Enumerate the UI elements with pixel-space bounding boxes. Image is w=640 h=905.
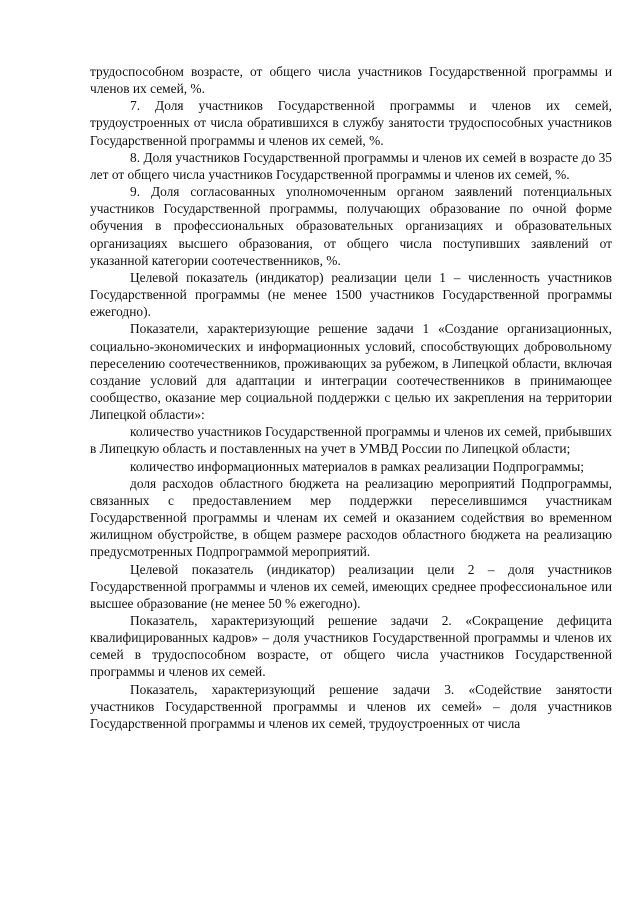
document-page: [90, 63, 612, 732]
paragraph-goal-2-target: Целевой показатель (индикатор) реализации цели 2 – доля участников Государственной программы и членов их семей, имеющих среднее профессиональное или высшее образование (не менее 50 % ежегодно).: [90, 561, 612, 611]
paragraph-indicator-7: 7. Доля участников Государственной программы и членов их семей, трудоустроенных от числа обратившихся в службу занятости трудоспособных участников Государственной программы и членов их семей, %.: [90, 98, 612, 148]
paragraph-list-item: доля расходов областного бюджета на реализацию мероприятий Подпрограммы, связанных с предоставлением мер поддержки переселившимся участникам Государственной программы и членам их семей и оказанием содействия во временном жилищном обустройстве, в общем размере расходов областного бюджета на реализацию предусмотренных Подпрограммой мероприятий.: [90, 475, 612, 560]
paragraph-continuation: трудоспособном возрасте, от общего числа участников Государственной программы и членов их семей, %.: [90, 64, 612, 97]
paragraph-indicator-8: 8. Доля участников Государственной программы и членов их семей в возрасте до 35 лет от общего числа участников Государственной программы и членов их семей, %.: [90, 149, 612, 182]
paragraph-indicator-9: 9. Доля согласованных уполномоченным органом заявлений потенциальных участников Государственной программы, получающих образование по очной форме обучения в профессиональных образовательных организациях и образовательных организациях высшего образования, от общего числа поступивших заявлений от указанной категории соотечественников, %.: [90, 184, 612, 268]
paragraph-task-1-indicators: Показатели, характеризующие решение задачи 1 «Создание организационных, социально-экономических и информационных условий, способствующих добровольному переселению соотечественников, проживающих за рубежом, в Липецкой области, включая создание условий для адаптации и интеграции соотечественников в принимающее сообщество, оказание мер социальной поддержки с целью их закрепления на территории Липецкой области»:: [90, 321, 612, 423]
paragraph-list-item: количество участников Государственной программы и членов их семей, прибывших в Липецкую область и поставленных на учет в УМВД России по Липецкой области;: [90, 424, 612, 457]
paragraph-task-2-indicator: Показатель, характеризующий решение задачи 2. «Сокращение дефицита квалифицированных кадров» – доля участников Государственной программы и членов их семей в трудоспособном возрасте, от общего числа участников Государственной программы и членов их семей.: [90, 613, 612, 680]
paragraph-goal-1-target: Целевой показатель (индикатор) реализации цели 1 – численность участников Государственной программы (не менее 1500 участников Государственной программы ежегодно).: [90, 269, 612, 320]
paragraph-task-3-indicator: Показатель, характеризующий решение задачи 3. «Содействие занятости участников Государственной программы и членов их семей» – доля участников Государственной программы и членов их семей, трудоустроенных от числа: [90, 681, 612, 731]
paragraph-list-item: количество информационных материалов в рамках реализации Подпрограммы;: [130, 458, 584, 474]
